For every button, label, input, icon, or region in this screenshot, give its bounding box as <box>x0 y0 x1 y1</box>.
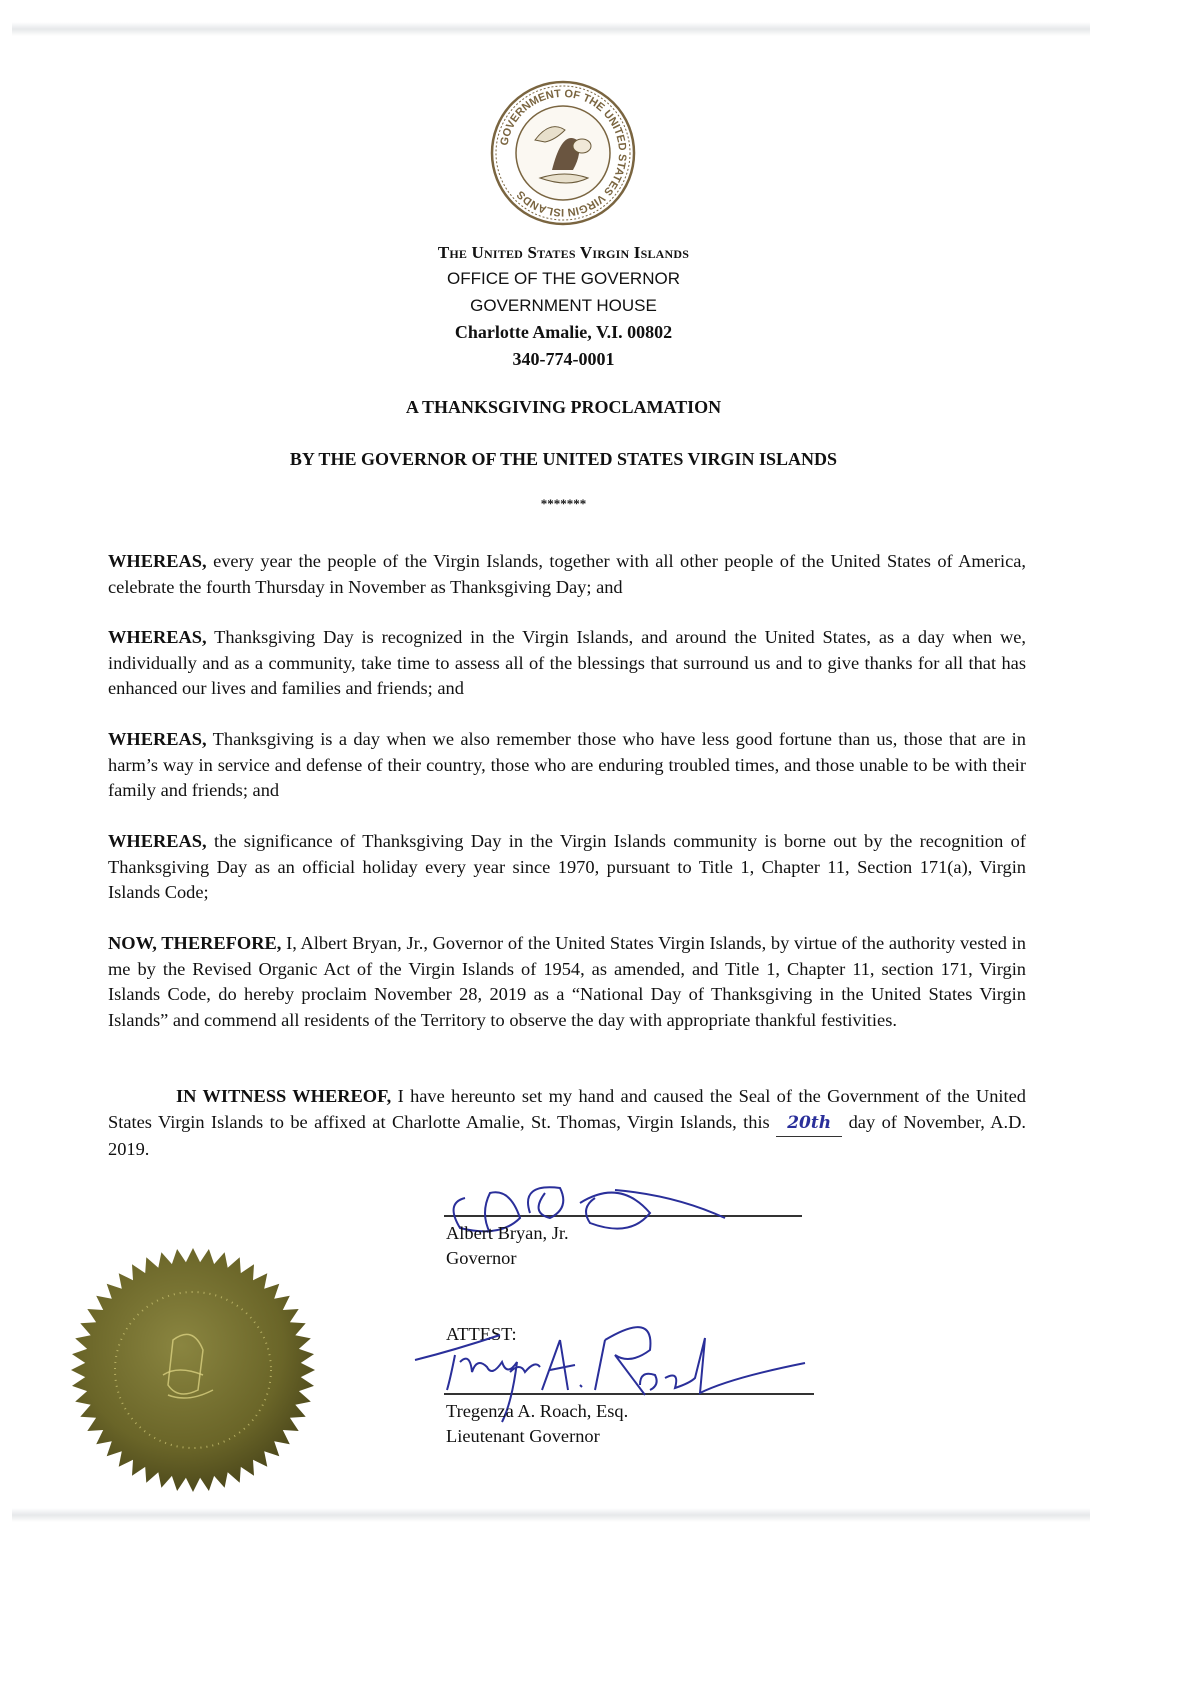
governor-title: Governor <box>446 1248 517 1268</box>
paragraph-text: Thanksgiving Day is recognized in the Virgin Islands, and around the United States, as a day when we, individually and as a community, take time to assess all of the blessings that surround us and to give thanks for all that has enhanced our lives and families and friends; and <box>108 627 1026 698</box>
lt-governor-title: Lieutenant Governor <box>446 1426 600 1446</box>
proclamation-title: A THANKSGIVING PROCLAMATION <box>405 397 722 417</box>
whereas-paragraph-4 <box>108 829 1026 906</box>
separator-stars: ******* <box>540 496 587 511</box>
paragraph-lead: WHEREAS, <box>108 551 207 571</box>
svg-text:GOVERNMENT OF THE UNITED STATE: GOVERNMENT OF THE UNITED STATES VIRGIN ISLANDS <box>498 87 629 219</box>
letterhead-address: Charlotte Amalie, V.I. 00802 <box>454 322 673 342</box>
scan-bottom-edge <box>12 1508 1090 1522</box>
proclamation-subtitle: BY THE GOVERNOR OF THE UNITED STATES VIRGIN ISLANDS <box>289 449 838 469</box>
government-seal-emblem <box>490 80 636 226</box>
witness-text: day of November, A.D. 2019. <box>108 1111 1026 1159</box>
witness-lead: IN WITNESS WHEREOF, <box>176 1086 392 1106</box>
paragraph-text: every year the people of the Virgin Islands, together with all other people of the United States of America, celebrate the fourth Thursday in November as Thanksgiving Day; and <box>108 551 1026 597</box>
paragraph-lead: WHEREAS, <box>108 627 207 647</box>
paragraph-lead: WHEREAS, <box>108 831 207 851</box>
paragraph-text: Thanksgiving is a day when we also remember those who have less good fortune than us, those that are in harm’s way in service and defense of their country, those who are enduring troubled times, and those unable to be with their family and friends; and <box>108 729 1026 800</box>
whereas-paragraph-2 <box>108 625 1026 702</box>
scan-top-edge <box>12 22 1090 36</box>
letterhead-office: OFFICE OF THE GOVERNOR <box>447 269 680 288</box>
witness-paragraph <box>108 1084 1026 1163</box>
paragraph-lead: WHEREAS, <box>108 729 207 749</box>
paragraph-text: I, Albert Bryan, Jr., Governor of the United States Virgin Islands, by virtue of the authority vested in me by the Revised Organic Act of the Virgin Islands of 1954, as amended, and Title 1, Chapter 11, section 171, Virgin Islands Code, do hereby proclaim November 28, 2019 as a “National Day of Thanksgiving in the United States Virgin Islands” and commend all residents of the Territory to observe the day with appropriate thankful festivities. <box>108 933 1026 1030</box>
letterhead-territory: The United States Virgin Islands <box>437 243 690 262</box>
attest-label: ATTEST: <box>446 1324 517 1344</box>
paragraph-lead: NOW, THEREFORE, <box>108 933 282 953</box>
letterhead-phone: 340-774-0001 <box>512 349 615 369</box>
lt-governor-name: Tregenza A. Roach, Esq. <box>446 1401 629 1421</box>
governor-name: Albert Bryan, Jr. <box>446 1223 569 1243</box>
witness-text: I have hereunto set my hand and caused the Seal of the Government of the United States Virgin Islands to be affixed at Charlotte Amalie, St. Thomas, Virgin Islands, this <box>108 1086 1026 1132</box>
whereas-paragraph-1 <box>108 549 1026 600</box>
handwritten-day: 20th <box>776 1111 842 1138</box>
whereas-paragraph-3 <box>108 727 1026 804</box>
letterhead-house: GOVERNMENT HOUSE <box>470 296 657 315</box>
therefore-paragraph <box>108 931 1026 1033</box>
paragraph-text: the significance of Thanksgiving Day in the Virgin Islands community is borne out by the recognition of Thanksgiving Day as an official holiday every year since 1970, pursuant to Title 1, Chapter 11, Section 171(a), Virgin Islands Code; <box>108 831 1026 902</box>
gold-embossed-seal <box>68 1245 318 1495</box>
